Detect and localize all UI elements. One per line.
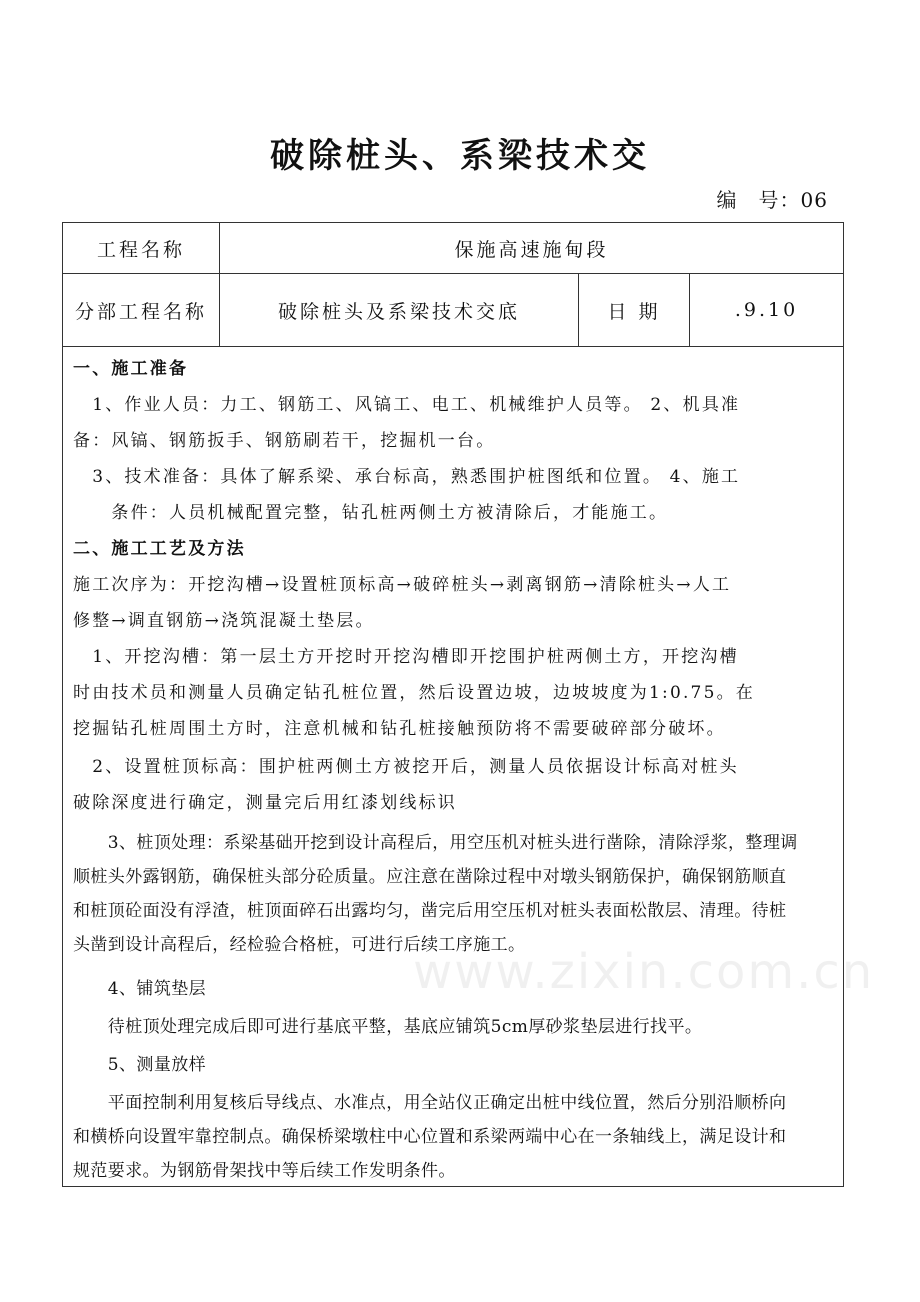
text-line: 和横桥向设置牢靠控制点。确保桥梁墩柱中心位置和系梁两端中心在一条轴线上，满足设计和 (73, 1127, 787, 1147)
date-value: .9.10 (690, 274, 844, 347)
document-title: 破除桩头、系梁技术交 (270, 136, 650, 176)
text-line: 和桩顶砼面没有浮渣，桩顶面碎石出露均匀，凿完后用空压机对桩头表面松散层、清理。待桩 (73, 901, 787, 921)
watermark: www.zixin.com.cn (413, 944, 875, 1000)
text-line: 修整→调直钢筋→浇筑混凝土垫层。 (73, 611, 375, 631)
date-label: 日 期 (579, 274, 690, 347)
text-line: 1、开挖沟槽：第一层土方开挖时开挖沟槽即开挖围护桩两侧土方，开挖沟槽 (73, 647, 739, 667)
document-number: 编 号：06 (716, 188, 828, 212)
section-heading-1: 一、施工准备 (73, 359, 189, 379)
text-line: 时由技术员和测量人员确定钻孔桩位置，然后设置边坡，边坡坡度为1:0.75。在 (73, 683, 755, 703)
text-line: 5、测量放样 (73, 1055, 207, 1075)
header-row-subproject (63, 274, 844, 347)
text-line: 平面控制利用复核后导线点、水准点，用全站仪正确定出桩中线位置，然后分别沿顺桥向 (73, 1093, 787, 1113)
text-line: 条件：人员机械配置完整，钻孔桩两侧土方被清除后，才能施工。 (73, 503, 669, 523)
text-line: 1、作业人员：力工、钢筋工、风镐工、电工、机械维护人员等。 2、机具准 (73, 395, 741, 415)
text-line: 3、技术准备：具体了解系梁、承台标高，熟悉围护桩图纸和位置。 4、施工 (73, 467, 741, 487)
text-line: 备：风镐、钢筋扳手、钢筋刷若干，挖掘机一台。 (73, 431, 496, 451)
content-box (62, 344, 875, 1187)
text-line: 挖掘钻孔桩周围土方时，注意机械和钻孔桩接触预防将不需要破碎部分破坏。 (73, 719, 726, 739)
text-line: 4、铺筑垫层 (73, 979, 207, 999)
header-table (62, 222, 844, 347)
text-line: 规范要求。为钢筋骨架找中等后续工作发明条件。 (73, 1161, 456, 1181)
project-name-value: 保施高速施甸段 (220, 223, 844, 274)
text-line: 施工次序为：开挖沟槽→设置桩顶标高→破碎桩头→剥离钢筋→清除桩头→人工 (73, 575, 732, 595)
text-line: 破除深度进行确定，测量完后用红漆划线标识 (73, 793, 457, 813)
header-row-project (63, 223, 844, 274)
text-line: 头凿到设计高程后，经检验合格桩，可进行后续工序施工。 (73, 935, 526, 955)
section-heading-2: 二、施工工艺及方法 (73, 539, 246, 559)
text-line: 3、桩顶处理：系梁基础开挖到设计高程后，用空压机对桩头进行凿除，清除浮浆，整理调 (73, 833, 798, 853)
sub-project-value: 破除桩头及系梁技术交底 (220, 274, 579, 347)
text-line: 顺桩头外露钢筋，确保桩头部分砼质量。应注意在凿除过程中对墩头钢筋保护，确保钢筋顺直 (73, 867, 787, 887)
project-name-label: 工程名称 (63, 223, 220, 274)
text-line: 待桩顶处理完成后即可进行基底平整，基底应铺筑5cm厚砂浆垫层进行找平。 (73, 1017, 703, 1037)
text-line: 2、设置桩顶标高：围护桩两侧土方被挖开后，测量人员依据设计标高对桩头 (73, 757, 739, 777)
sub-project-label: 分部工程名称 (63, 274, 220, 347)
